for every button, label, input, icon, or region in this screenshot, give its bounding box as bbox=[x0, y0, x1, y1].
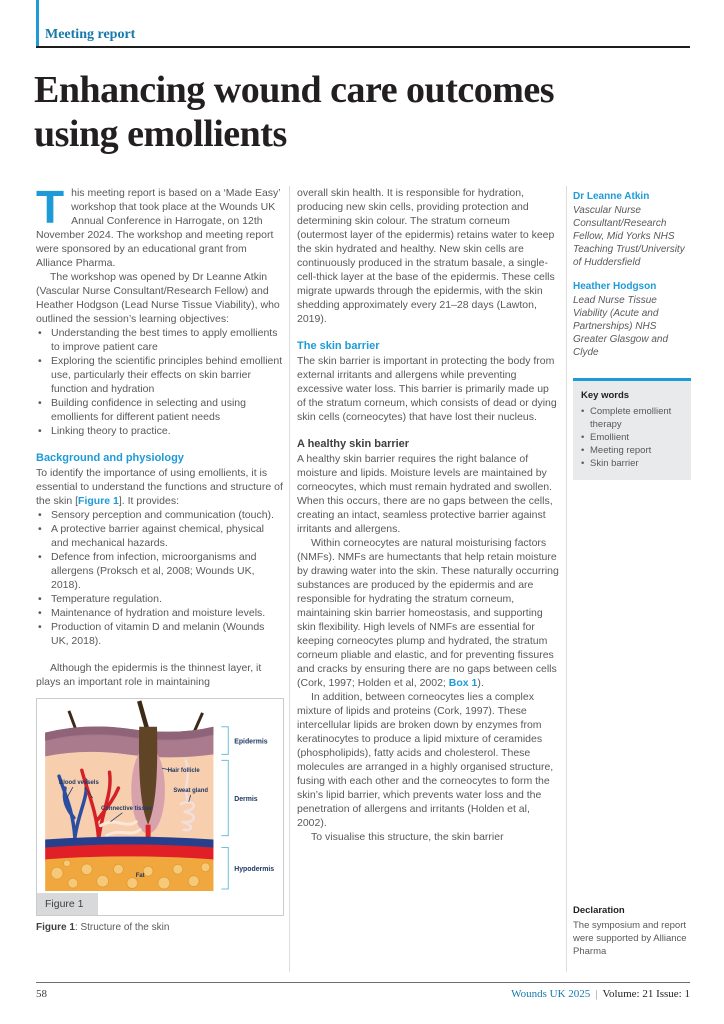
figure-caption-text: : Structure of the skin bbox=[74, 922, 170, 933]
list-item: • Temperature regulation. bbox=[36, 592, 284, 606]
connective-tissue-label: Connective tissue bbox=[100, 805, 152, 812]
keyword-item: • Meeting report bbox=[581, 444, 683, 457]
list-item: • Maintenance of hydration and moisture levels. bbox=[36, 606, 284, 620]
figure-1 bbox=[36, 698, 284, 935]
dropcap: T bbox=[36, 181, 65, 233]
epidermis-label: Epidermis bbox=[234, 738, 268, 746]
sidebar bbox=[573, 190, 691, 972]
kicker-accent-bar bbox=[36, 0, 39, 46]
column-divider bbox=[289, 186, 290, 972]
keyword-item: • Skin barrier bbox=[581, 457, 683, 470]
list-item: • A protective barrier against chemical, physical and mechanical hazards. bbox=[36, 522, 284, 550]
keywords-list bbox=[581, 405, 683, 470]
declaration-title: Declaration bbox=[573, 905, 625, 916]
paragraph: To visualise this structure, the skin barrier bbox=[311, 831, 504, 843]
keyword-item: • Emollient bbox=[581, 431, 683, 444]
paragraph: overall skin health. It is responsible for hydration, producing new skin cells, providing protection and determining skin colour. The stratum corneum (outermost layer of the epidermis) retains water to keep the skin hydrated and healthy. New skin cells are continuously produced in the stratum basale, a single-cell-thick layer at the base of the epidermis. These cells migrate upwards through the epidermis, with the skin shedding approximately every 21–28 days (Lawton, 2019). bbox=[297, 187, 555, 325]
declaration-block bbox=[573, 904, 691, 958]
author-block bbox=[573, 190, 691, 269]
skin-structure-illustration bbox=[37, 699, 281, 893]
author-name: Heather Hodgson bbox=[573, 281, 657, 292]
hair-follicle-label: Hair follicle bbox=[167, 768, 200, 775]
article-title: Enhancing wound care outcomes using emollients bbox=[34, 69, 555, 155]
footer-journal-info bbox=[511, 988, 690, 1000]
figure-1-box bbox=[36, 698, 284, 916]
list-item: • Defence from infection, microorganisms and allergens (Proksch et al, 2008; Wounds UK, 2018). bbox=[36, 550, 284, 592]
list-item: • Sensory perception and communication (touch). bbox=[36, 508, 284, 522]
layer-brackets bbox=[221, 727, 228, 889]
paragraph: A healthy skin barrier requires the right balance of moisture and lipids. Moisture levels are maintained by corneocytes, which must remain hydrated and swollen. When this occurs, there are no gaps between the cells, creating an intact, seamless protective barrier against irritants and allergens. bbox=[297, 453, 553, 535]
page-number: 58 bbox=[36, 988, 47, 1000]
paragraph bbox=[297, 536, 559, 690]
sweat-gland-label: Sweat gland bbox=[173, 788, 208, 795]
paragraph-text: To identify the importance of using emollients, it is essential to understand the functions and structure of the skin [ bbox=[36, 467, 283, 507]
declaration-text: The symposium and report were supported by Alliance Pharma bbox=[573, 920, 687, 957]
paragraph-text: Within corneocytes are natural moisturising factors (NMFs). NMFs are humectants that help retain moisture by drawing water into the skin. These naturally occurring substances are produced by the epidermis and are responsible for hydrating the stratum corneum, maintaining skin barrier homeostasis, and supporting skin flexibility. High levels of NMFs are essential for keeping corneocytes plump and hydrated, the stratum corneum pliable and elastic, and for preventing fissures and cracks by ensuring there are no gaps between cells (Cork, 1997; Holden et al, 2002; bbox=[297, 537, 559, 689]
blood-vessels-label: Blood vessels bbox=[58, 780, 99, 787]
figure-tab: Figure 1 bbox=[37, 893, 98, 915]
intro-text: his meeting report is based on a ‘Made Easy’ workshop that took place at the Wounds UK Annual Conference in Harrogate, on 12th November 2024. The workshop and meeting report were sponsored by an educational grant from Alliance Pharma. bbox=[36, 187, 281, 269]
section-kicker: Meeting report bbox=[45, 27, 136, 42]
footer-separator: | bbox=[595, 988, 598, 1000]
intro-paragraph bbox=[36, 181, 284, 270]
volume-issue: Volume: 21 Issue: 1 bbox=[602, 988, 690, 1000]
list-item: • Linking theory to practice. bbox=[36, 424, 284, 438]
figure-caption-number: Figure 1 bbox=[36, 922, 75, 933]
list-item: • Production of vitamin D and melanin (Wounds UK, 2018). bbox=[36, 620, 284, 648]
figure-caption bbox=[36, 921, 284, 935]
section-heading-background: Background and physiology bbox=[36, 452, 184, 464]
list-item: • Building confidence in selecting and using emollients for different patient needs bbox=[36, 396, 284, 424]
paragraph: The skin barrier is important in protecting the body from external irritants and allergens while preventing excessive water loss. This barrier is primarily made up of the stratum corneum, which consists of dead or dying skin cells (corneocytes) that have lost their nucleus. bbox=[297, 355, 557, 423]
section-heading-skin-barrier: The skin barrier bbox=[297, 340, 380, 352]
list-item: • Understanding the best times to apply emollients to improve patient care bbox=[36, 326, 284, 354]
keywords-title: Key words bbox=[581, 390, 630, 401]
author-role: Lead Nurse Tissue Viability (Acute and Partnerships) NHS Greater Glasgow and Clyde bbox=[573, 295, 669, 358]
list-item: • Exploring the scientific principles behind emollient use, particularly their effects on skin barrier function and hydration bbox=[36, 354, 284, 396]
column-left bbox=[36, 181, 284, 935]
keywords-box bbox=[573, 378, 691, 480]
box-1-reference[interactable]: Box 1 bbox=[448, 677, 478, 689]
figure-1-reference[interactable]: Figure 1 bbox=[78, 495, 119, 507]
skin-functions-list bbox=[36, 508, 284, 648]
paragraph: In addition, between corneocytes lies a complex mixture of lipids and proteins (Cork, 1997). These intercellular lipids are broken down by enzymes from keratinocytes to produce a lipid mixture of ceramides (phospholipids), fatty acids and cholesterol. These molecules are arranged in a highly organised structure, fusing with each other and the corneocytes to form the skin’s lipid barrier, which prevents water loss and the penetration of allergens and irritants (Holden et al, 2002). bbox=[297, 691, 554, 829]
subheading-healthy-skin-barrier: A healthy skin barrier bbox=[297, 438, 410, 450]
author-name: Dr Leanne Atkin bbox=[573, 191, 650, 202]
journal-name: Wounds UK 2025 bbox=[511, 988, 591, 1000]
dermis-label: Dermis bbox=[234, 795, 258, 803]
column-middle bbox=[297, 186, 559, 844]
column-divider bbox=[566, 186, 567, 972]
footer-rule bbox=[36, 982, 690, 983]
header-rule bbox=[36, 46, 690, 48]
paragraph-text: ). bbox=[477, 677, 484, 689]
author-block bbox=[573, 280, 691, 359]
fat-label: Fat bbox=[135, 873, 145, 880]
paragraph-text: ]. It provides: bbox=[118, 495, 179, 507]
paragraph: The workshop was opened by Dr Leanne Atkin (Vascular Nurse Consultant/Research Fellow) and Heather Hodgson (Lead Nurse Tissue Viability), who outlined the session’s learning objectives: bbox=[36, 271, 280, 325]
keyword-item: • Complete emollient therapy bbox=[581, 405, 683, 431]
objectives-list bbox=[36, 326, 284, 438]
paragraph bbox=[36, 466, 284, 508]
author-role: Vascular Nurse Consultant/Research Fellow, Mid Yorks NHS Teaching Trust/University of Huddersfield bbox=[573, 205, 685, 268]
paragraph: Although the epidermis is the thinnest layer, it plays an important role in maintaining bbox=[36, 662, 262, 688]
hypodermis-label: Hypodermis bbox=[234, 866, 275, 874]
